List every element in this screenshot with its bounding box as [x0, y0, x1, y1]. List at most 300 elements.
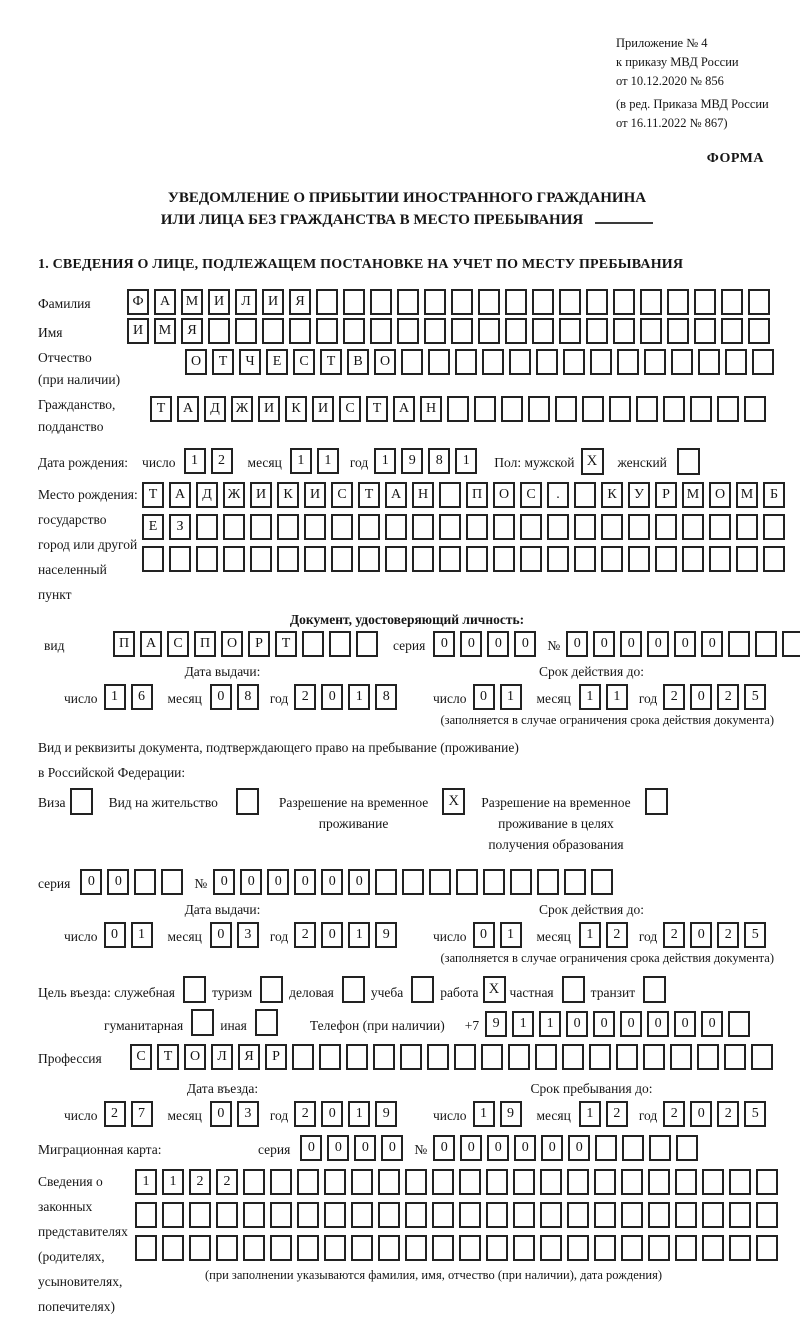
- char-cell[interactable]: [690, 396, 712, 422]
- char-cell[interactable]: [509, 349, 531, 375]
- char-cell[interactable]: [676, 1135, 698, 1161]
- char-cell[interactable]: 0: [327, 1135, 349, 1161]
- char-cell[interactable]: [574, 546, 596, 572]
- char-cell[interactable]: К: [601, 482, 623, 508]
- char-cell[interactable]: [250, 514, 272, 540]
- char-cell[interactable]: 0: [566, 631, 588, 657]
- char-cell[interactable]: 1: [162, 1169, 184, 1195]
- char-cell[interactable]: [447, 396, 469, 422]
- char-cell[interactable]: Н: [412, 482, 434, 508]
- char-cell[interactable]: [574, 482, 596, 508]
- char-cell[interactable]: [427, 1044, 449, 1070]
- char-cell[interactable]: Т: [212, 349, 234, 375]
- temp-permit-edu-checkbox[interactable]: [645, 788, 668, 815]
- char-cell[interactable]: [135, 1202, 157, 1228]
- char-cell[interactable]: [724, 1044, 746, 1070]
- char-cell[interactable]: 7: [131, 1101, 153, 1127]
- char-cell[interactable]: [378, 1169, 400, 1195]
- char-cell[interactable]: Т: [275, 631, 297, 657]
- char-cell[interactable]: Я: [238, 1044, 260, 1070]
- char-cell[interactable]: [513, 1169, 535, 1195]
- char-cell[interactable]: 1: [473, 1101, 495, 1127]
- char-cell[interactable]: [292, 1044, 314, 1070]
- char-cell[interactable]: [375, 869, 397, 895]
- char-cell[interactable]: [302, 631, 324, 657]
- char-cell[interactable]: Л: [235, 289, 257, 315]
- char-cell[interactable]: [429, 869, 451, 895]
- char-cell[interactable]: [675, 1169, 697, 1195]
- char-cell[interactable]: Ж: [231, 396, 253, 422]
- char-cell[interactable]: [540, 1235, 562, 1261]
- char-cell[interactable]: Р: [248, 631, 270, 657]
- char-cell[interactable]: 0: [321, 684, 343, 710]
- char-cell[interactable]: 2: [717, 1101, 739, 1127]
- char-cell[interactable]: [613, 318, 635, 344]
- purpose-transit-checkbox[interactable]: [643, 976, 666, 1003]
- char-cell[interactable]: 0: [473, 684, 495, 710]
- char-cell[interactable]: 3: [237, 922, 259, 948]
- char-cell[interactable]: [481, 1044, 503, 1070]
- char-cell[interactable]: [250, 546, 272, 572]
- char-cell[interactable]: [729, 1235, 751, 1261]
- char-cell[interactable]: [535, 1044, 557, 1070]
- char-cell[interactable]: Е: [266, 349, 288, 375]
- char-cell[interactable]: 0: [487, 631, 509, 657]
- char-cell[interactable]: [709, 514, 731, 540]
- char-cell[interactable]: 1: [579, 684, 601, 710]
- char-cell[interactable]: 0: [381, 1135, 403, 1161]
- char-cell[interactable]: 9: [375, 1101, 397, 1127]
- char-cell[interactable]: [351, 1235, 373, 1261]
- char-cell[interactable]: Е: [142, 514, 164, 540]
- char-cell[interactable]: [729, 1169, 751, 1195]
- char-cell[interactable]: 9: [375, 922, 397, 948]
- char-cell[interactable]: [756, 1235, 778, 1261]
- char-cell[interactable]: К: [277, 482, 299, 508]
- char-cell[interactable]: [331, 514, 353, 540]
- char-cell[interactable]: 2: [717, 922, 739, 948]
- char-cell[interactable]: 2: [104, 1101, 126, 1127]
- char-cell[interactable]: [324, 1235, 346, 1261]
- char-cell[interactable]: [582, 396, 604, 422]
- char-cell[interactable]: [755, 631, 777, 657]
- char-cell[interactable]: [616, 1044, 638, 1070]
- char-cell[interactable]: 0: [433, 1135, 455, 1161]
- char-cell[interactable]: [763, 514, 785, 540]
- char-cell[interactable]: 5: [744, 1101, 766, 1127]
- char-cell[interactable]: А: [140, 631, 162, 657]
- char-cell[interactable]: [235, 318, 257, 344]
- char-cell[interactable]: [702, 1202, 724, 1228]
- char-cell[interactable]: 0: [690, 1101, 712, 1127]
- char-cell[interactable]: 0: [210, 1101, 232, 1127]
- char-cell[interactable]: [243, 1235, 265, 1261]
- char-cell[interactable]: 1: [455, 448, 477, 474]
- char-cell[interactable]: .: [547, 482, 569, 508]
- char-cell[interactable]: [428, 349, 450, 375]
- char-cell[interactable]: 2: [216, 1169, 238, 1195]
- char-cell[interactable]: [601, 546, 623, 572]
- char-cell[interactable]: [478, 318, 500, 344]
- char-cell[interactable]: 8: [237, 684, 259, 710]
- char-cell[interactable]: [594, 1169, 616, 1195]
- sex-male-checkbox[interactable]: X: [581, 448, 604, 475]
- char-cell[interactable]: [621, 1202, 643, 1228]
- char-cell[interactable]: [751, 1044, 773, 1070]
- char-cell[interactable]: А: [385, 482, 407, 508]
- temp-permit-checkbox[interactable]: X: [442, 788, 465, 815]
- char-cell[interactable]: Р: [265, 1044, 287, 1070]
- char-cell[interactable]: [304, 546, 326, 572]
- char-cell[interactable]: [134, 869, 156, 895]
- char-cell[interactable]: Я: [181, 318, 203, 344]
- char-cell[interactable]: [508, 1044, 530, 1070]
- char-cell[interactable]: Т: [150, 396, 172, 422]
- char-cell[interactable]: [675, 1202, 697, 1228]
- char-cell[interactable]: [559, 318, 581, 344]
- char-cell[interactable]: [370, 318, 392, 344]
- char-cell[interactable]: Ч: [239, 349, 261, 375]
- char-cell[interactable]: [329, 631, 351, 657]
- char-cell[interactable]: [591, 869, 613, 895]
- char-cell[interactable]: М: [682, 482, 704, 508]
- char-cell[interactable]: 0: [690, 922, 712, 948]
- char-cell[interactable]: 2: [294, 922, 316, 948]
- char-cell[interactable]: [564, 869, 586, 895]
- char-cell[interactable]: [547, 546, 569, 572]
- char-cell[interactable]: 0: [80, 869, 102, 895]
- char-cell[interactable]: [728, 1011, 750, 1037]
- char-cell[interactable]: [270, 1202, 292, 1228]
- char-cell[interactable]: Д: [204, 396, 226, 422]
- char-cell[interactable]: А: [393, 396, 415, 422]
- char-cell[interactable]: [563, 349, 585, 375]
- char-cell[interactable]: Т: [358, 482, 380, 508]
- char-cell[interactable]: [343, 318, 365, 344]
- char-cell[interactable]: [528, 396, 550, 422]
- char-cell[interactable]: 2: [211, 448, 233, 474]
- char-cell[interactable]: И: [312, 396, 334, 422]
- char-cell[interactable]: [752, 349, 774, 375]
- char-cell[interactable]: [358, 514, 380, 540]
- char-cell[interactable]: [459, 1235, 481, 1261]
- purpose-tourism-checkbox[interactable]: [260, 976, 283, 1003]
- char-cell[interactable]: [670, 1044, 692, 1070]
- char-cell[interactable]: [559, 289, 581, 315]
- residence-permit-checkbox[interactable]: [236, 788, 259, 815]
- char-cell[interactable]: О: [221, 631, 243, 657]
- char-cell[interactable]: 0: [620, 631, 642, 657]
- char-cell[interactable]: [454, 1044, 476, 1070]
- char-cell[interactable]: [725, 349, 747, 375]
- char-cell[interactable]: [196, 514, 218, 540]
- char-cell[interactable]: [439, 514, 461, 540]
- char-cell[interactable]: А: [154, 289, 176, 315]
- char-cell[interactable]: [655, 546, 677, 572]
- char-cell[interactable]: 9: [401, 448, 423, 474]
- char-cell[interactable]: 0: [348, 869, 370, 895]
- char-cell[interactable]: О: [493, 482, 515, 508]
- char-cell[interactable]: [513, 1235, 535, 1261]
- char-cell[interactable]: [351, 1202, 373, 1228]
- char-cell[interactable]: 0: [460, 1135, 482, 1161]
- char-cell[interactable]: 1: [131, 922, 153, 948]
- char-cell[interactable]: [412, 514, 434, 540]
- char-cell[interactable]: [590, 349, 612, 375]
- char-cell[interactable]: [510, 869, 532, 895]
- char-cell[interactable]: [763, 546, 785, 572]
- char-cell[interactable]: 2: [717, 684, 739, 710]
- char-cell[interactable]: [161, 869, 183, 895]
- char-cell[interactable]: [189, 1235, 211, 1261]
- char-cell[interactable]: 5: [744, 922, 766, 948]
- char-cell[interactable]: П: [466, 482, 488, 508]
- char-cell[interactable]: [682, 546, 704, 572]
- char-cell[interactable]: [316, 289, 338, 315]
- char-cell[interactable]: [459, 1202, 481, 1228]
- char-cell[interactable]: [385, 546, 407, 572]
- char-cell[interactable]: [717, 396, 739, 422]
- char-cell[interactable]: 1: [374, 448, 396, 474]
- char-cell[interactable]: О: [185, 349, 207, 375]
- char-cell[interactable]: [540, 1202, 562, 1228]
- char-cell[interactable]: А: [177, 396, 199, 422]
- char-cell[interactable]: [432, 1169, 454, 1195]
- char-cell[interactable]: 0: [593, 631, 615, 657]
- char-cell[interactable]: [667, 289, 689, 315]
- char-cell[interactable]: [483, 869, 505, 895]
- char-cell[interactable]: [162, 1202, 184, 1228]
- char-cell[interactable]: [520, 546, 542, 572]
- char-cell[interactable]: В: [347, 349, 369, 375]
- char-cell[interactable]: И: [304, 482, 326, 508]
- char-cell[interactable]: 1: [184, 448, 206, 474]
- char-cell[interactable]: 0: [433, 631, 455, 657]
- char-cell[interactable]: [270, 1235, 292, 1261]
- char-cell[interactable]: [277, 546, 299, 572]
- sex-female-checkbox[interactable]: [677, 448, 700, 475]
- char-cell[interactable]: Н: [420, 396, 442, 422]
- char-cell[interactable]: [142, 546, 164, 572]
- char-cell[interactable]: [601, 514, 623, 540]
- char-cell[interactable]: 0: [460, 631, 482, 657]
- char-cell[interactable]: [613, 289, 635, 315]
- char-cell[interactable]: И: [250, 482, 272, 508]
- char-cell[interactable]: [622, 1135, 644, 1161]
- char-cell[interactable]: [216, 1202, 238, 1228]
- char-cell[interactable]: 2: [189, 1169, 211, 1195]
- char-cell[interactable]: С: [339, 396, 361, 422]
- char-cell[interactable]: У: [628, 482, 650, 508]
- char-cell[interactable]: [567, 1202, 589, 1228]
- char-cell[interactable]: 0: [210, 922, 232, 948]
- char-cell[interactable]: С: [520, 482, 542, 508]
- char-cell[interactable]: [304, 514, 326, 540]
- char-cell[interactable]: 0: [294, 869, 316, 895]
- char-cell[interactable]: 0: [701, 631, 723, 657]
- char-cell[interactable]: [694, 289, 716, 315]
- char-cell[interactable]: [505, 318, 527, 344]
- char-cell[interactable]: [196, 546, 218, 572]
- char-cell[interactable]: 0: [354, 1135, 376, 1161]
- char-cell[interactable]: [744, 396, 766, 422]
- purpose-humanitarian-checkbox[interactable]: [191, 1009, 214, 1036]
- char-cell[interactable]: О: [184, 1044, 206, 1070]
- char-cell[interactable]: [782, 631, 800, 657]
- char-cell[interactable]: [709, 546, 731, 572]
- char-cell[interactable]: Т: [142, 482, 164, 508]
- char-cell[interactable]: [451, 289, 473, 315]
- char-cell[interactable]: [400, 1044, 422, 1070]
- char-cell[interactable]: С: [293, 349, 315, 375]
- char-cell[interactable]: [586, 289, 608, 315]
- char-cell[interactable]: [736, 514, 758, 540]
- char-cell[interactable]: П: [194, 631, 216, 657]
- char-cell[interactable]: [532, 289, 554, 315]
- char-cell[interactable]: [648, 1235, 670, 1261]
- char-cell[interactable]: 2: [294, 684, 316, 710]
- char-cell[interactable]: С: [130, 1044, 152, 1070]
- char-cell[interactable]: [589, 1044, 611, 1070]
- char-cell[interactable]: 1: [348, 684, 370, 710]
- char-cell[interactable]: [189, 1202, 211, 1228]
- char-cell[interactable]: О: [374, 349, 396, 375]
- char-cell[interactable]: [277, 514, 299, 540]
- char-cell[interactable]: 2: [294, 1101, 316, 1127]
- char-cell[interactable]: 0: [107, 869, 129, 895]
- char-cell[interactable]: [621, 1169, 643, 1195]
- visa-checkbox[interactable]: [70, 788, 93, 815]
- char-cell[interactable]: [397, 289, 419, 315]
- char-cell[interactable]: [748, 318, 770, 344]
- char-cell[interactable]: [537, 869, 559, 895]
- char-cell[interactable]: Д: [196, 482, 218, 508]
- char-cell[interactable]: [459, 1169, 481, 1195]
- char-cell[interactable]: [378, 1202, 400, 1228]
- char-cell[interactable]: [595, 1135, 617, 1161]
- char-cell[interactable]: [594, 1202, 616, 1228]
- char-cell[interactable]: 1: [290, 448, 312, 474]
- char-cell[interactable]: [482, 349, 504, 375]
- char-cell[interactable]: [643, 1044, 665, 1070]
- char-cell[interactable]: 0: [210, 684, 232, 710]
- char-cell[interactable]: [702, 1235, 724, 1261]
- char-cell[interactable]: [540, 1169, 562, 1195]
- char-cell[interactable]: [297, 1202, 319, 1228]
- char-cell[interactable]: [405, 1169, 427, 1195]
- char-cell[interactable]: [402, 869, 424, 895]
- char-cell[interactable]: К: [285, 396, 307, 422]
- char-cell[interactable]: [574, 514, 596, 540]
- char-cell[interactable]: З: [169, 514, 191, 540]
- char-cell[interactable]: 0: [473, 922, 495, 948]
- char-cell[interactable]: [501, 396, 523, 422]
- char-cell[interactable]: 0: [568, 1135, 590, 1161]
- char-cell[interactable]: 0: [104, 922, 126, 948]
- char-cell[interactable]: [756, 1169, 778, 1195]
- char-cell[interactable]: [331, 546, 353, 572]
- char-cell[interactable]: И: [258, 396, 280, 422]
- char-cell[interactable]: Р: [655, 482, 677, 508]
- char-cell[interactable]: [324, 1169, 346, 1195]
- char-cell[interactable]: 0: [321, 922, 343, 948]
- char-cell[interactable]: 1: [579, 922, 601, 948]
- char-cell[interactable]: 0: [213, 869, 235, 895]
- purpose-official-checkbox[interactable]: [183, 976, 206, 1003]
- char-cell[interactable]: [262, 318, 284, 344]
- char-cell[interactable]: [729, 1202, 751, 1228]
- char-cell[interactable]: [694, 318, 716, 344]
- char-cell[interactable]: [682, 514, 704, 540]
- char-cell[interactable]: 0: [701, 1011, 723, 1037]
- char-cell[interactable]: [424, 289, 446, 315]
- char-cell[interactable]: [373, 1044, 395, 1070]
- char-cell[interactable]: [493, 546, 515, 572]
- char-cell[interactable]: Т: [320, 349, 342, 375]
- char-cell[interactable]: [702, 1169, 724, 1195]
- char-cell[interactable]: 1: [135, 1169, 157, 1195]
- char-cell[interactable]: 2: [663, 1101, 685, 1127]
- char-cell[interactable]: 1: [348, 1101, 370, 1127]
- char-cell[interactable]: [378, 1235, 400, 1261]
- char-cell[interactable]: [671, 349, 693, 375]
- char-cell[interactable]: [216, 1235, 238, 1261]
- char-cell[interactable]: 0: [267, 869, 289, 895]
- char-cell[interactable]: [486, 1169, 508, 1195]
- char-cell[interactable]: [655, 514, 677, 540]
- char-cell[interactable]: [405, 1202, 427, 1228]
- char-cell[interactable]: Ф: [127, 289, 149, 315]
- char-cell[interactable]: [324, 1202, 346, 1228]
- char-cell[interactable]: [555, 396, 577, 422]
- purpose-study-checkbox[interactable]: [411, 976, 434, 1003]
- char-cell[interactable]: [270, 1169, 292, 1195]
- char-cell[interactable]: [405, 1235, 427, 1261]
- char-cell[interactable]: 1: [512, 1011, 534, 1037]
- char-cell[interactable]: М: [181, 289, 203, 315]
- char-cell[interactable]: [135, 1235, 157, 1261]
- purpose-business-checkbox[interactable]: [342, 976, 365, 1003]
- char-cell[interactable]: 0: [487, 1135, 509, 1161]
- char-cell[interactable]: Б: [763, 482, 785, 508]
- char-cell[interactable]: 1: [500, 684, 522, 710]
- char-cell[interactable]: 2: [606, 922, 628, 948]
- char-cell[interactable]: 1: [579, 1101, 601, 1127]
- char-cell[interactable]: 5: [744, 684, 766, 710]
- char-cell[interactable]: [346, 1044, 368, 1070]
- char-cell[interactable]: М: [736, 482, 758, 508]
- char-cell[interactable]: [640, 289, 662, 315]
- char-cell[interactable]: 9: [485, 1011, 507, 1037]
- char-cell[interactable]: [547, 514, 569, 540]
- char-cell[interactable]: [243, 1169, 265, 1195]
- char-cell[interactable]: [609, 396, 631, 422]
- char-cell[interactable]: С: [331, 482, 353, 508]
- char-cell[interactable]: [223, 514, 245, 540]
- char-cell[interactable]: 0: [647, 1011, 669, 1037]
- char-cell[interactable]: 1: [348, 922, 370, 948]
- purpose-other-checkbox[interactable]: [255, 1009, 278, 1036]
- char-cell[interactable]: [648, 1169, 670, 1195]
- char-cell[interactable]: [562, 1044, 584, 1070]
- char-cell[interactable]: [451, 318, 473, 344]
- char-cell[interactable]: [640, 318, 662, 344]
- char-cell[interactable]: 0: [674, 1011, 696, 1037]
- char-cell[interactable]: 0: [321, 1101, 343, 1127]
- char-cell[interactable]: 0: [620, 1011, 642, 1037]
- char-cell[interactable]: [493, 514, 515, 540]
- char-cell[interactable]: [351, 1169, 373, 1195]
